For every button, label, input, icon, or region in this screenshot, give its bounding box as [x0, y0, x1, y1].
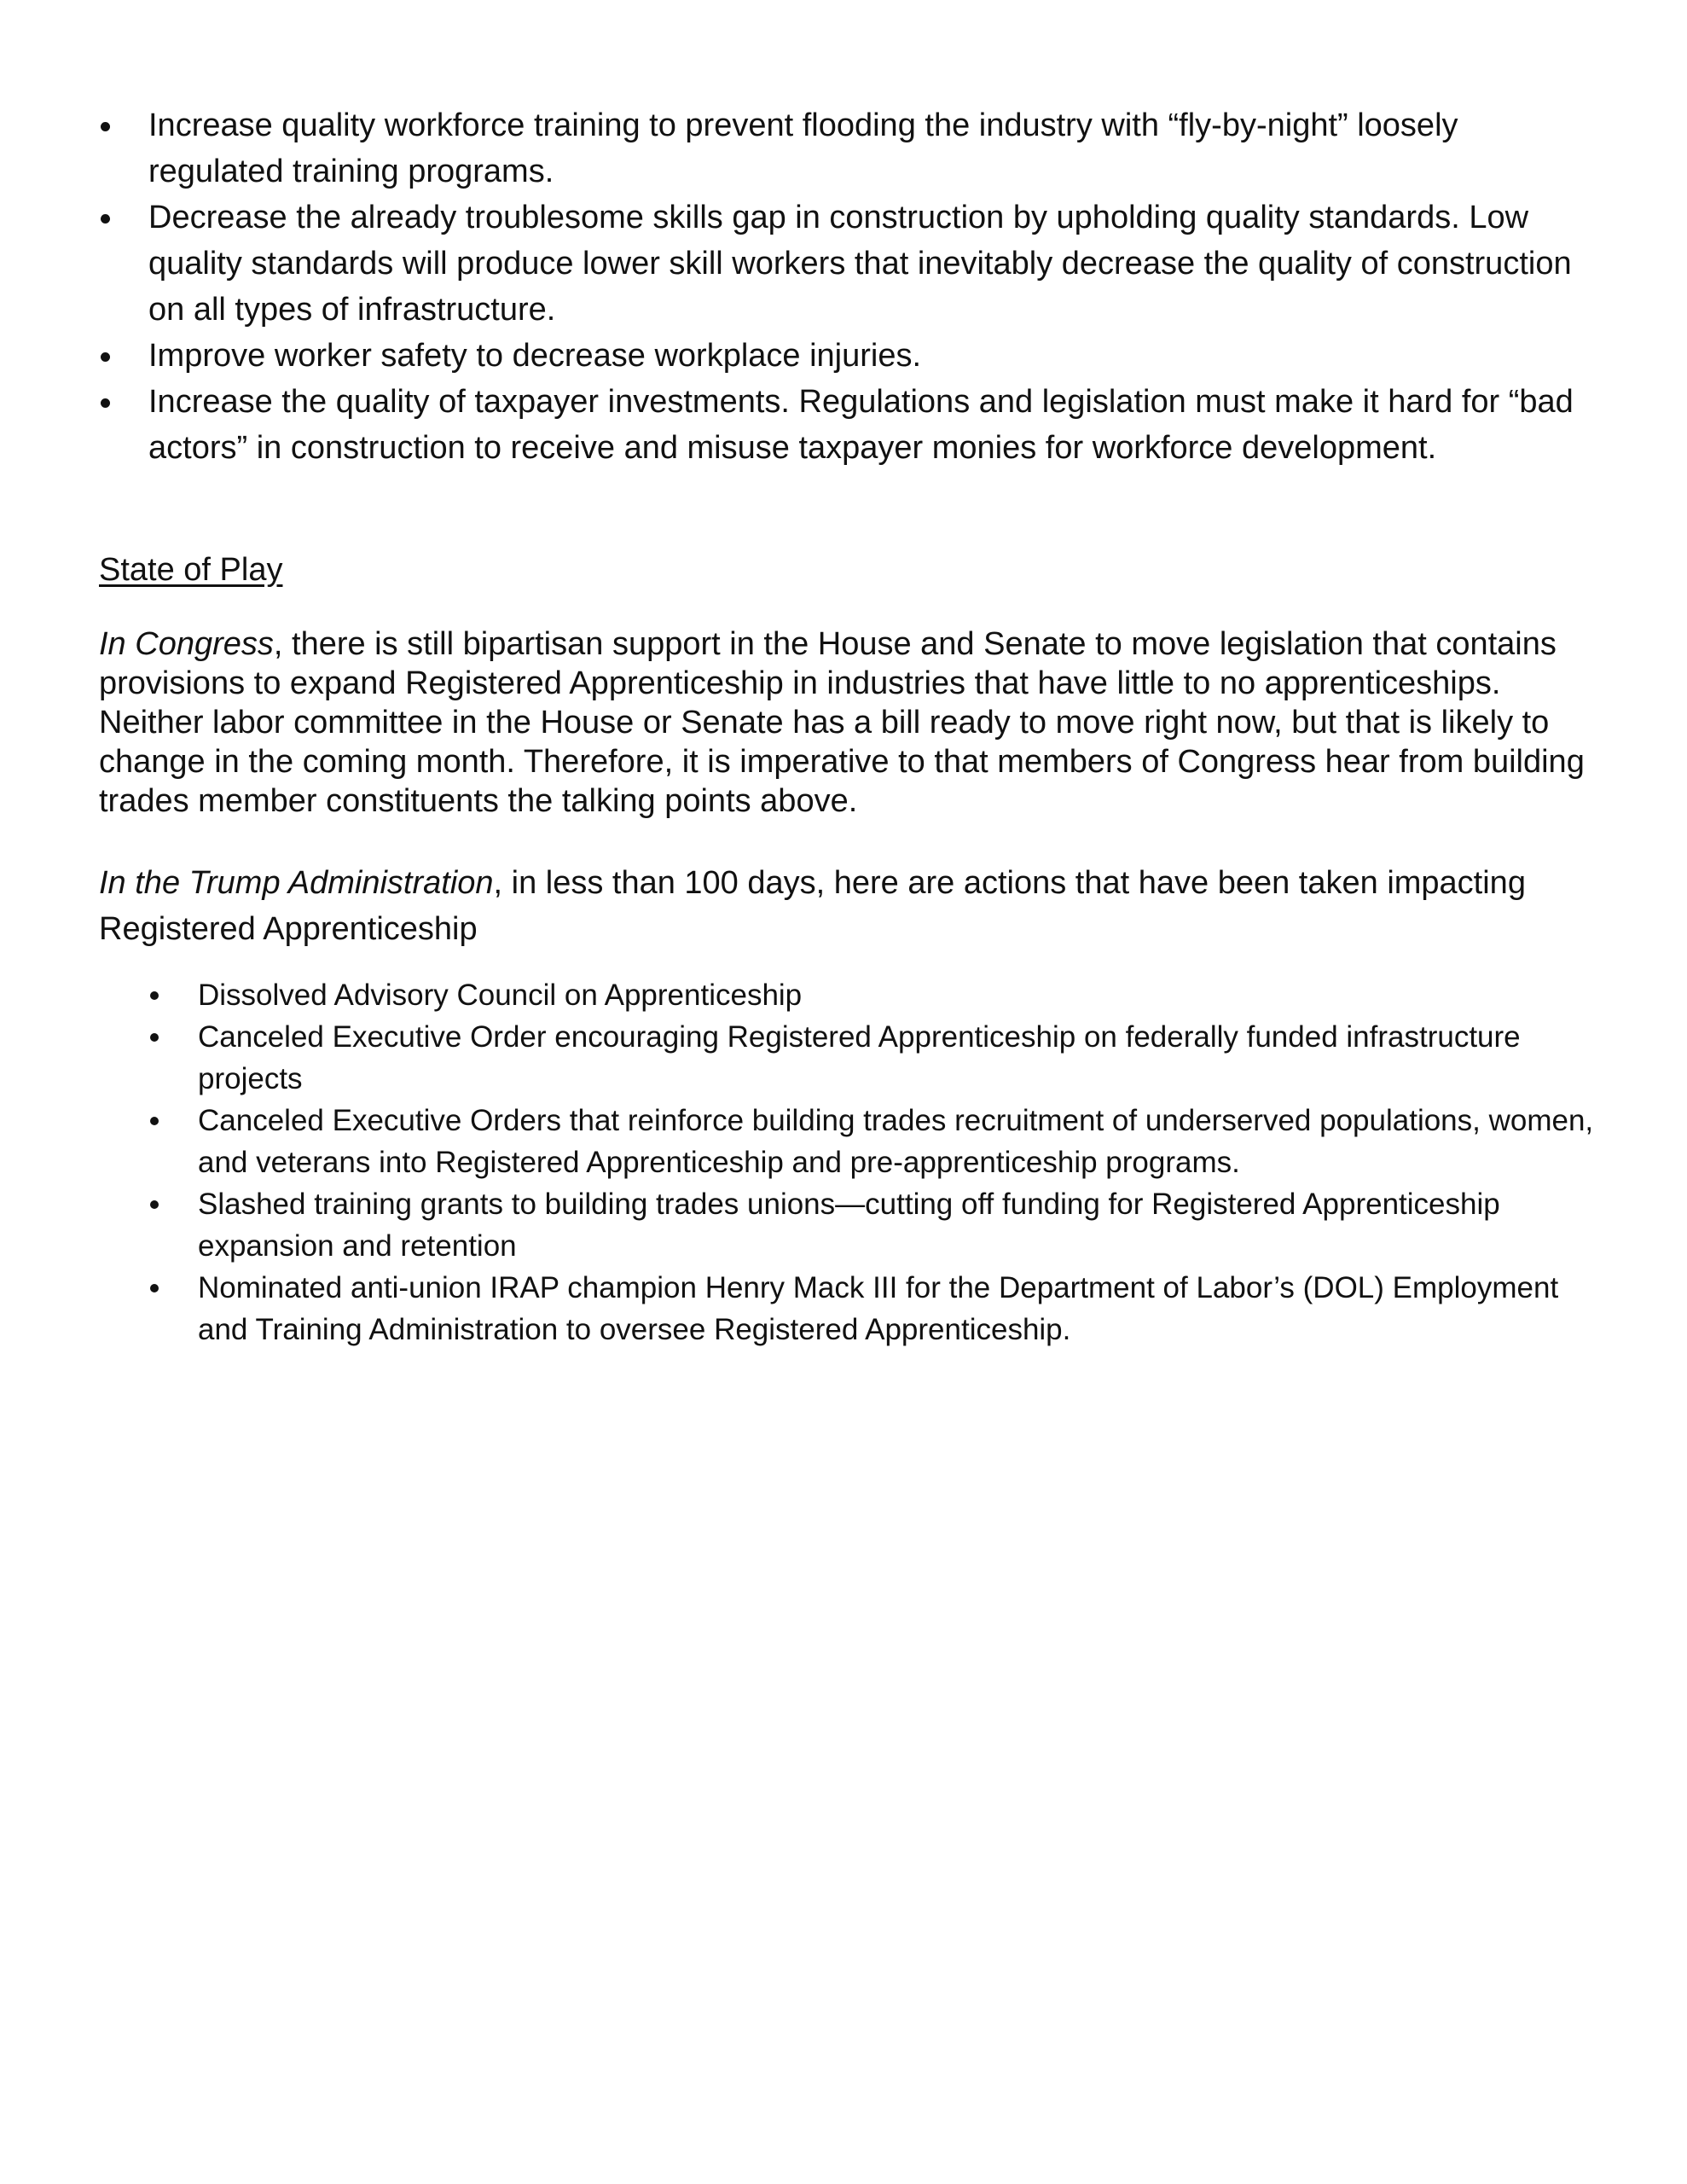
talking-points-list: [99, 102, 1600, 471]
administration-lead: In the Trump Administration: [99, 865, 494, 901]
bullet-icon: [150, 1284, 159, 1292]
list-item-text: Dissolved Advisory Council on Apprenticeship: [198, 979, 803, 1012]
list-item-text: Decrease the already troublesome skills gap in construction by upholding quality standards. Low quality standards will produce lower skill workers that inevitably decrease the quality of construction on all types of infrastructure.: [148, 200, 1572, 328]
list-item: [99, 379, 1600, 471]
list-item: [99, 333, 1600, 379]
administration-paragraph: [99, 860, 1600, 952]
list-item-text: Increase quality workforce training to prevent flooding the industry with “fly-by-night” loosely regulated training programs.: [148, 107, 1458, 189]
bullet-icon: [101, 214, 110, 224]
bullet-icon: [101, 122, 110, 131]
bullet-icon: [150, 1200, 159, 1209]
list-item-text: Slashed training grants to building trades unions—cutting off funding for Registered Apprenticeship expansion and retention: [198, 1188, 1500, 1263]
section-heading: State of Play: [99, 552, 283, 588]
congress-paragraph: [99, 624, 1600, 821]
bullet-icon: [101, 398, 110, 408]
list-item-text: Canceled Executive Order encouraging Registered Apprenticeship on federally funded infrastructure projects: [198, 1020, 1521, 1095]
list-item: [99, 102, 1600, 195]
list-item: [148, 1100, 1598, 1183]
bullet-icon: [150, 1033, 159, 1042]
congress-lead: In Congress: [99, 626, 274, 662]
bullet-icon: [101, 352, 110, 362]
list-item-text: Increase the quality of taxpayer investments. Regulations and legislation must make it hard for “bad actors” in construction to receive and misuse taxpayer monies for workforce development.: [148, 384, 1574, 466]
list-item-text: Canceled Executive Orders that reinforce building trades recruitment of underserved populations, women, and veterans into Registered Apprenticeship and pre-apprenticeship programs.: [198, 1104, 1594, 1179]
list-item: [148, 1267, 1598, 1350]
list-item: [148, 1183, 1598, 1267]
congress-text: , there is still bipartisan support in the House and Senate to move legislation that contains provisions to expand Registered Apprenticeship in industries that have little to no apprenticeships. Neither labor committee in the House or Senate has a bill ready to move right now, but that is likely to change in the coming month. Therefore, it is imperative to that members of Congress hear from building trades member constituents the talking points above.: [99, 626, 1585, 819]
list-item: [148, 974, 1598, 1016]
list-item: [148, 1016, 1598, 1100]
administration-actions-list: [148, 974, 1598, 1350]
bullet-icon: [150, 991, 159, 1000]
list-item-text: Improve worker safety to decrease workplace injuries.: [148, 338, 922, 374]
bullet-icon: [150, 1117, 159, 1125]
administration-text: , in less than 100 days, here are actions that have been taken impacting Registered Apprenticeship: [99, 865, 1526, 947]
list-item-text: Nominated anti-union IRAP champion Henry Mack III for the Department of Labor’s (DOL) Employment and Training Administration to oversee Registered Apprenticeship.: [198, 1271, 1559, 1346]
list-item: [99, 195, 1600, 333]
